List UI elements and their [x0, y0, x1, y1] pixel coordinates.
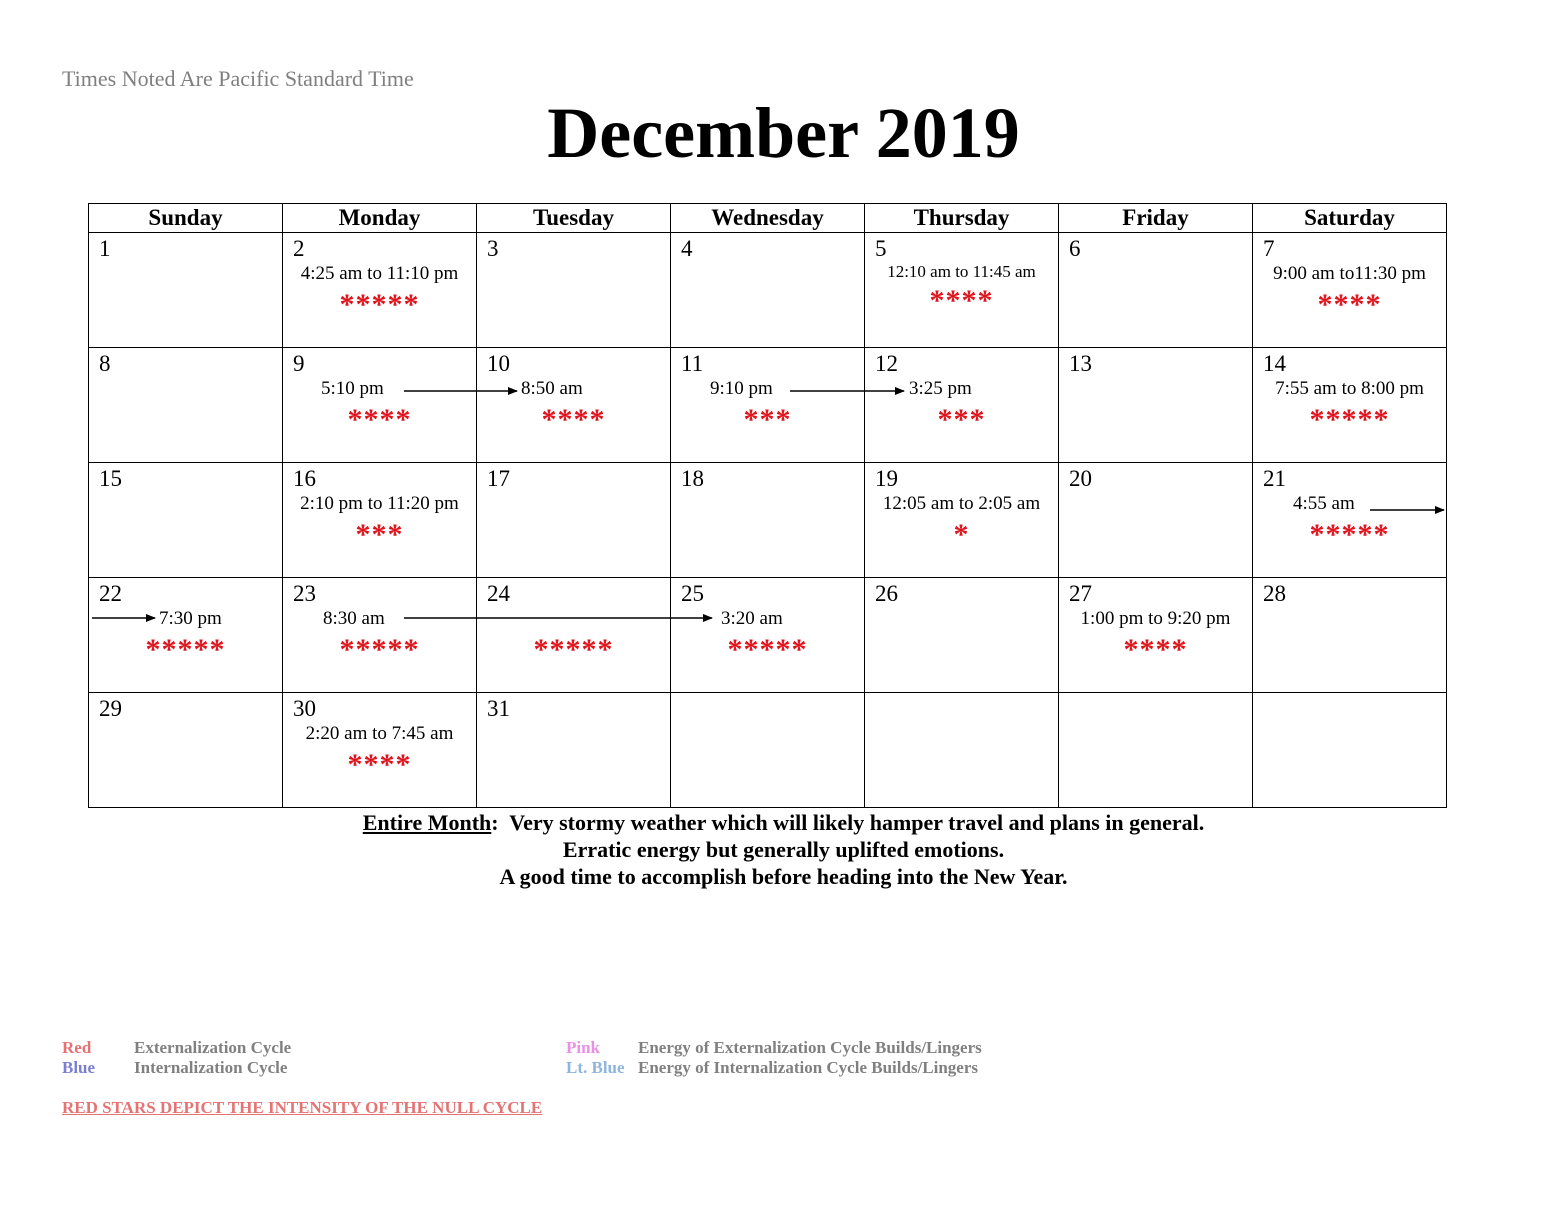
intensity-stars: ***: [355, 518, 404, 551]
legend-ltblue-text: Energy of Internalization Cycle Builds/Lingers: [638, 1058, 978, 1077]
day-number: 17: [487, 466, 510, 491]
legend-red-text: Externalization Cycle: [134, 1038, 292, 1057]
legend-pink-label: Pink: [566, 1038, 601, 1057]
day-number: 14: [1263, 351, 1286, 376]
day-number: 18: [681, 466, 704, 491]
day-number: 20: [1069, 466, 1092, 491]
empty-cell: [1253, 693, 1447, 808]
day-cell: [671, 578, 865, 693]
day-number: 5: [875, 236, 887, 261]
day-cell: [283, 578, 477, 693]
notes-label: Entire Month: [362, 810, 492, 835]
day-number: 12: [875, 351, 898, 376]
day-cell: [1059, 578, 1253, 693]
weekday-header: Friday: [1059, 204, 1253, 233]
weekday-header: Tuesday: [477, 204, 671, 233]
legend-blue-label: Blue: [62, 1058, 96, 1077]
day-number: 7: [1263, 236, 1275, 261]
day-cell: [89, 463, 283, 578]
day-number: 9: [293, 351, 305, 376]
month-notes: [0, 809, 1567, 890]
day-number: 28: [1263, 581, 1286, 606]
week-row: [89, 463, 1447, 578]
weekday-header: Monday: [283, 204, 477, 233]
day-cell: [1059, 348, 1253, 463]
day-number: 15: [99, 466, 122, 491]
empty-cell: [1059, 693, 1253, 808]
day-cell: [477, 578, 671, 693]
day-number: 29: [99, 696, 122, 721]
day-number: 3: [487, 236, 499, 261]
day-cell: [89, 233, 283, 348]
legend-red-label: Red: [62, 1038, 92, 1057]
intensity-stars: *****: [339, 288, 420, 321]
day-number: 1: [99, 236, 111, 261]
day-cell: [1253, 578, 1447, 693]
day-cell: [865, 463, 1059, 578]
empty-cell: [865, 693, 1059, 808]
day-cell: [283, 348, 477, 463]
day-cell: [865, 578, 1059, 693]
event-time: 2:10 pm to 11:20 pm: [300, 493, 459, 514]
calendar-title: December 2019: [547, 93, 1020, 173]
day-cell: [283, 693, 477, 808]
day-cell: [671, 233, 865, 348]
intensity-stars: *****: [1309, 518, 1390, 551]
day-number: 4: [681, 236, 693, 261]
intensity-stars: *****: [533, 633, 614, 666]
event-start-time: 5:10 pm: [321, 378, 384, 399]
event-time: 4:25 am to 11:10 pm: [300, 263, 459, 284]
day-cell: [865, 233, 1059, 348]
day-number: 6: [1069, 236, 1081, 261]
intensity-stars: ****: [1123, 633, 1188, 666]
weekday-header: Sunday: [89, 204, 283, 233]
calendar-grid: [88, 203, 1447, 808]
legend-blue-text: Internalization Cycle: [134, 1058, 288, 1077]
footer-note: RED STARS DEPICT THE INTENSITY OF THE NULL CYCLE: [62, 1098, 543, 1117]
event-end-time: 3:20 am: [721, 608, 783, 629]
event-end-time: 8:50 am: [521, 378, 583, 399]
empty-cell: [671, 693, 865, 808]
weekday-header: Saturday: [1253, 204, 1447, 233]
day-cell: [283, 233, 477, 348]
notes-line: Entire Month: Very stormy weather which will likely hamper travel and plans in general.: [362, 810, 1205, 835]
day-cell: [477, 693, 671, 808]
intensity-stars: *****: [339, 633, 420, 666]
week-row: [89, 348, 1447, 463]
day-number: 8: [99, 351, 111, 376]
intensity-stars: *: [953, 518, 970, 551]
day-cell: [1059, 233, 1253, 348]
day-cell: [1253, 348, 1447, 463]
weekday-header: Thursday: [865, 204, 1059, 233]
event-time: 9:00 am to11:30 pm: [1273, 263, 1426, 284]
day-cell: [477, 463, 671, 578]
event-time: 12:05 am to 2:05 am: [882, 493, 1041, 514]
day-number: 16: [293, 466, 316, 491]
day-number: 22: [99, 581, 122, 606]
day-cell: [89, 693, 283, 808]
day-cell: [1253, 233, 1447, 348]
intensity-stars: ***: [937, 403, 986, 436]
notes-line-3: A good time to accomplish before heading into the New Year.: [499, 864, 1068, 889]
timezone-note: Times Noted Are Pacific Standard Time: [62, 66, 414, 91]
legend-right: [566, 1038, 982, 1078]
intensity-stars: *****: [727, 633, 808, 666]
day-number: 11: [681, 351, 704, 376]
weekday-header-row: [89, 204, 1447, 233]
day-number: 19: [875, 466, 898, 491]
legend-left: [62, 1038, 291, 1078]
day-cell: [89, 348, 283, 463]
intensity-stars: ****: [1317, 288, 1382, 321]
event-time: 2:20 am to 7:45 am: [305, 723, 454, 744]
event-time: 12:10 am to 11:45 am: [887, 262, 1036, 281]
week-row: [89, 693, 1447, 808]
weekday-header: Wednesday: [671, 204, 865, 233]
intensity-stars: *****: [1309, 403, 1390, 436]
event-end-time: 3:25 pm: [909, 378, 972, 399]
day-cell: [671, 463, 865, 578]
day-number: 13: [1069, 351, 1092, 376]
day-cell: [477, 233, 671, 348]
day-number: 2: [293, 236, 305, 261]
day-cell: [1059, 463, 1253, 578]
event-time: 1:00 pm to 9:20 pm: [1080, 608, 1231, 629]
notes-line-1: Very stormy weather which will likely hamper travel and plans in general.: [509, 810, 1205, 835]
day-cell: [283, 463, 477, 578]
day-cell: [477, 348, 671, 463]
day-number: 23: [293, 581, 316, 606]
intensity-stars: ****: [541, 403, 606, 436]
intensity-stars: ****: [347, 403, 412, 436]
intensity-stars: ****: [929, 284, 994, 317]
notes-line-2: Erratic energy but generally uplifted emotions.: [562, 837, 1005, 862]
day-cell: [671, 348, 865, 463]
event-start-time: 8:30 am: [323, 608, 385, 629]
day-number: 24: [487, 581, 510, 606]
week-row: [89, 233, 1447, 348]
day-number: 31: [487, 696, 510, 721]
intensity-stars: *****: [145, 633, 226, 666]
day-cell: [865, 348, 1059, 463]
day-cell: [1253, 463, 1447, 578]
intensity-stars: ***: [743, 403, 792, 436]
event-start-time: 9:10 pm: [710, 378, 773, 399]
day-number: 30: [293, 696, 316, 721]
event-end-time: 7:30 pm: [159, 608, 222, 629]
week-row: [89, 578, 1447, 693]
event-start-time: 4:55 am: [1293, 493, 1355, 514]
day-number: 26: [875, 581, 898, 606]
legend-pink-text: Energy of Externalization Cycle Builds/Lingers: [638, 1038, 982, 1057]
day-cell: [89, 578, 283, 693]
intensity-stars: ****: [347, 748, 412, 781]
day-number: 27: [1069, 581, 1092, 606]
day-number: 10: [487, 351, 510, 376]
day-number: 25: [681, 581, 704, 606]
day-number: 21: [1263, 466, 1286, 491]
legend-ltblue-label: Lt. Blue: [566, 1058, 625, 1077]
event-time: 7:55 am to 8:00 pm: [1275, 378, 1424, 399]
